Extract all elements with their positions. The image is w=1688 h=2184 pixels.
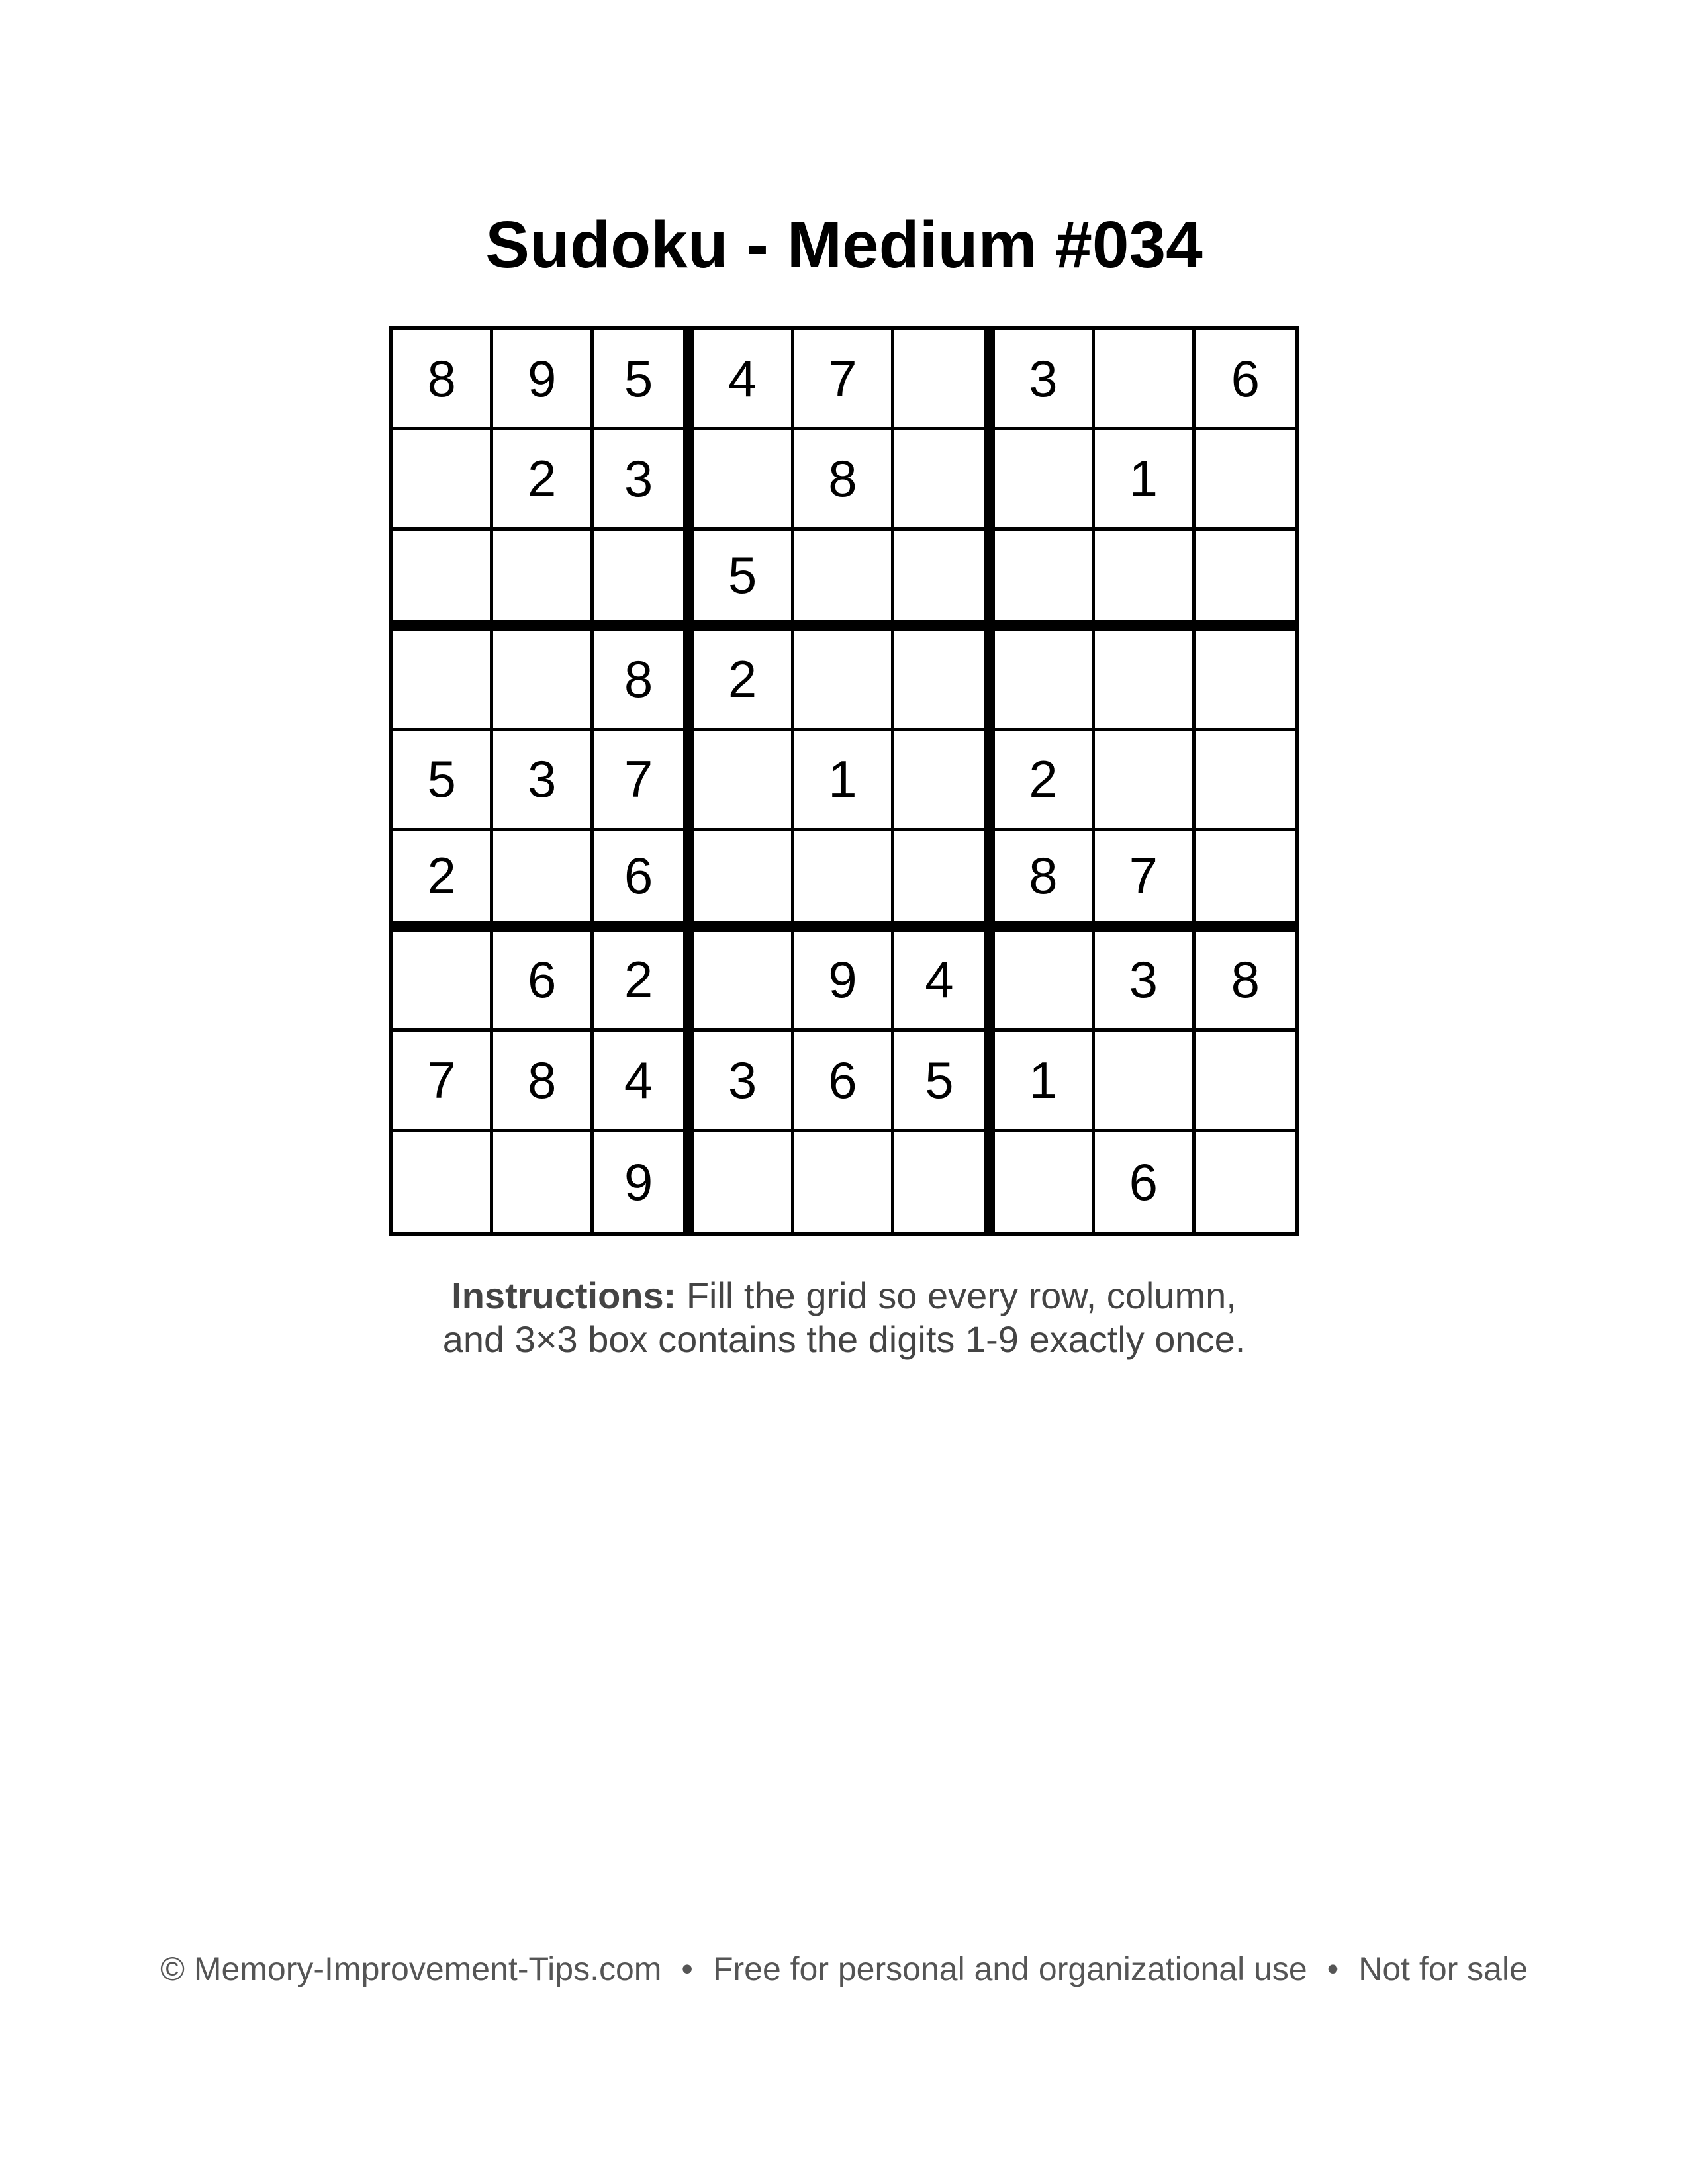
- sudoku-cell-r7-c9: 8: [1196, 932, 1295, 1032]
- footer-separator: •: [681, 1950, 693, 1987]
- sudoku-cell-r2-c3: 3: [594, 430, 694, 530]
- sudoku-cell-r1-c5: 7: [794, 330, 894, 430]
- instructions-line-1: [0, 1274, 1688, 1318]
- sudoku-cell-r9-c3: 9: [594, 1132, 694, 1232]
- instructions-label: Instructions:: [451, 1275, 677, 1316]
- sudoku-cell-r3-c3[interactable]: [594, 531, 694, 631]
- instructions-line-2: and 3×3 box contains the digits 1-9 exactly once.: [442, 1318, 1246, 1360]
- sudoku-cell-r9-c9[interactable]: [1196, 1132, 1295, 1232]
- sudoku-cell-r6-c5[interactable]: [794, 831, 894, 931]
- sudoku-cell-r9-c8: 6: [1095, 1132, 1195, 1232]
- sudoku-cell-r9-c4[interactable]: [694, 1132, 794, 1232]
- sudoku-cell-r4-c3: 8: [594, 631, 694, 731]
- sudoku-cell-r1-c1: 8: [393, 330, 493, 430]
- sudoku-cell-r4-c9[interactable]: [1196, 631, 1295, 731]
- sudoku-cell-r1-c4: 4: [694, 330, 794, 430]
- sudoku-cell-r7-c6: 4: [894, 932, 994, 1032]
- footer-separator: •: [1327, 1950, 1339, 1987]
- sudoku-cell-r6-c7: 8: [995, 831, 1095, 931]
- sudoku-cell-r9-c1[interactable]: [393, 1132, 493, 1232]
- sudoku-cell-r2-c9[interactable]: [1196, 430, 1295, 530]
- sudoku-cell-r8-c4: 3: [694, 1032, 794, 1132]
- sudoku-cell-r7-c3: 2: [594, 932, 694, 1032]
- sudoku-cell-r8-c3: 4: [594, 1032, 694, 1132]
- sudoku-cell-r7-c1[interactable]: [393, 932, 493, 1032]
- sudoku-cell-r5-c7: 2: [995, 731, 1095, 831]
- sudoku-cell-r2-c7[interactable]: [995, 430, 1095, 530]
- sudoku-cell-r7-c2: 6: [493, 932, 593, 1032]
- sudoku-cell-r2-c5: 8: [794, 430, 894, 530]
- instructions-text-1: Fill the grid so every row, column,: [676, 1275, 1237, 1316]
- sudoku-cell-r5-c5: 1: [794, 731, 894, 831]
- sudoku-cell-r1-c9: 6: [1196, 330, 1295, 430]
- sudoku-cell-r3-c7[interactable]: [995, 531, 1095, 631]
- instructions: [0, 1274, 1688, 1361]
- sudoku-cell-r2-c1[interactable]: [393, 430, 493, 530]
- sudoku-cell-r8-c2: 8: [493, 1032, 593, 1132]
- sudoku-cell-r4-c8[interactable]: [1095, 631, 1195, 731]
- sudoku-cell-r9-c5[interactable]: [794, 1132, 894, 1232]
- sudoku-cell-r8-c5: 6: [794, 1032, 894, 1132]
- sudoku-cell-r4-c6[interactable]: [894, 631, 994, 731]
- sudoku-cell-r5-c3: 7: [594, 731, 694, 831]
- sudoku-cell-r7-c8: 3: [1095, 932, 1195, 1032]
- sudoku-cell-r4-c4: 2: [694, 631, 794, 731]
- sudoku-cell-r8-c6: 5: [894, 1032, 994, 1132]
- sudoku-cell-r7-c4[interactable]: [694, 932, 794, 1032]
- sudoku-cell-r1-c3: 5: [594, 330, 694, 430]
- sudoku-cell-r9-c7[interactable]: [995, 1132, 1095, 1232]
- sudoku-cell-r3-c4: 5: [694, 531, 794, 631]
- sudoku-cell-r5-c4[interactable]: [694, 731, 794, 831]
- footer-sale: Not for sale: [1358, 1950, 1528, 1987]
- sudoku-cell-r5-c8[interactable]: [1095, 731, 1195, 831]
- page-title: Sudoku - Medium #034: [485, 208, 1203, 282]
- sudoku-cell-r3-c5[interactable]: [794, 531, 894, 631]
- sudoku-cell-r3-c1[interactable]: [393, 531, 493, 631]
- sudoku-cell-r6-c8: 7: [1095, 831, 1195, 931]
- sudoku-cell-r3-c8[interactable]: [1095, 531, 1195, 631]
- footer-copyright: © Memory-Improvement-Tips.com: [160, 1950, 662, 1987]
- sudoku-cell-r8-c7: 1: [995, 1032, 1095, 1132]
- sudoku-cell-r4-c5[interactable]: [794, 631, 894, 731]
- sudoku-cell-r4-c2[interactable]: [493, 631, 593, 731]
- sudoku-cell-r5-c6[interactable]: [894, 731, 994, 831]
- sudoku-cell-r1-c2: 9: [493, 330, 593, 430]
- sudoku-cell-r1-c6[interactable]: [894, 330, 994, 430]
- sudoku-cell-r3-c2[interactable]: [493, 531, 593, 631]
- sudoku-cell-r7-c7[interactable]: [995, 932, 1095, 1032]
- sudoku-cell-r2-c6[interactable]: [894, 430, 994, 530]
- sudoku-cell-r9-c2[interactable]: [493, 1132, 593, 1232]
- sudoku-cell-r6-c1: 2: [393, 831, 493, 931]
- sudoku-cell-r8-c8[interactable]: [1095, 1032, 1195, 1132]
- sudoku-cell-r9-c6[interactable]: [894, 1132, 994, 1232]
- sudoku-cell-r5-c1: 5: [393, 731, 493, 831]
- sudoku-cell-r2-c4[interactable]: [694, 430, 794, 530]
- footer-usage: Free for personal and organizational use: [712, 1950, 1307, 1987]
- sudoku-cell-r4-c1[interactable]: [393, 631, 493, 731]
- sudoku-cell-r6-c2[interactable]: [493, 831, 593, 931]
- sudoku-cell-r5-c2: 3: [493, 731, 593, 831]
- sudoku-cell-r3-c9[interactable]: [1196, 531, 1295, 631]
- sudoku-cell-r2-c8: 1: [1095, 430, 1195, 530]
- sudoku-cell-r6-c6[interactable]: [894, 831, 994, 931]
- sudoku-cell-r6-c3: 6: [594, 831, 694, 931]
- sudoku-cell-r8-c1: 7: [393, 1032, 493, 1132]
- sudoku-cell-r1-c8[interactable]: [1095, 330, 1195, 430]
- footer: [0, 1946, 1688, 1992]
- sudoku-cell-r7-c5: 9: [794, 932, 894, 1032]
- sudoku-cell-r5-c9[interactable]: [1196, 731, 1295, 831]
- sudoku-cell-r6-c9[interactable]: [1196, 831, 1295, 931]
- sudoku-cell-r2-c2: 2: [493, 430, 593, 530]
- sudoku-cell-r8-c9[interactable]: [1196, 1032, 1295, 1132]
- sudoku-grid: [389, 326, 1299, 1236]
- sudoku-cell-r1-c7: 3: [995, 330, 1095, 430]
- sudoku-cell-r6-c4[interactable]: [694, 831, 794, 931]
- sudoku-cell-r4-c7[interactable]: [995, 631, 1095, 731]
- sudoku-cell-r3-c6[interactable]: [894, 531, 994, 631]
